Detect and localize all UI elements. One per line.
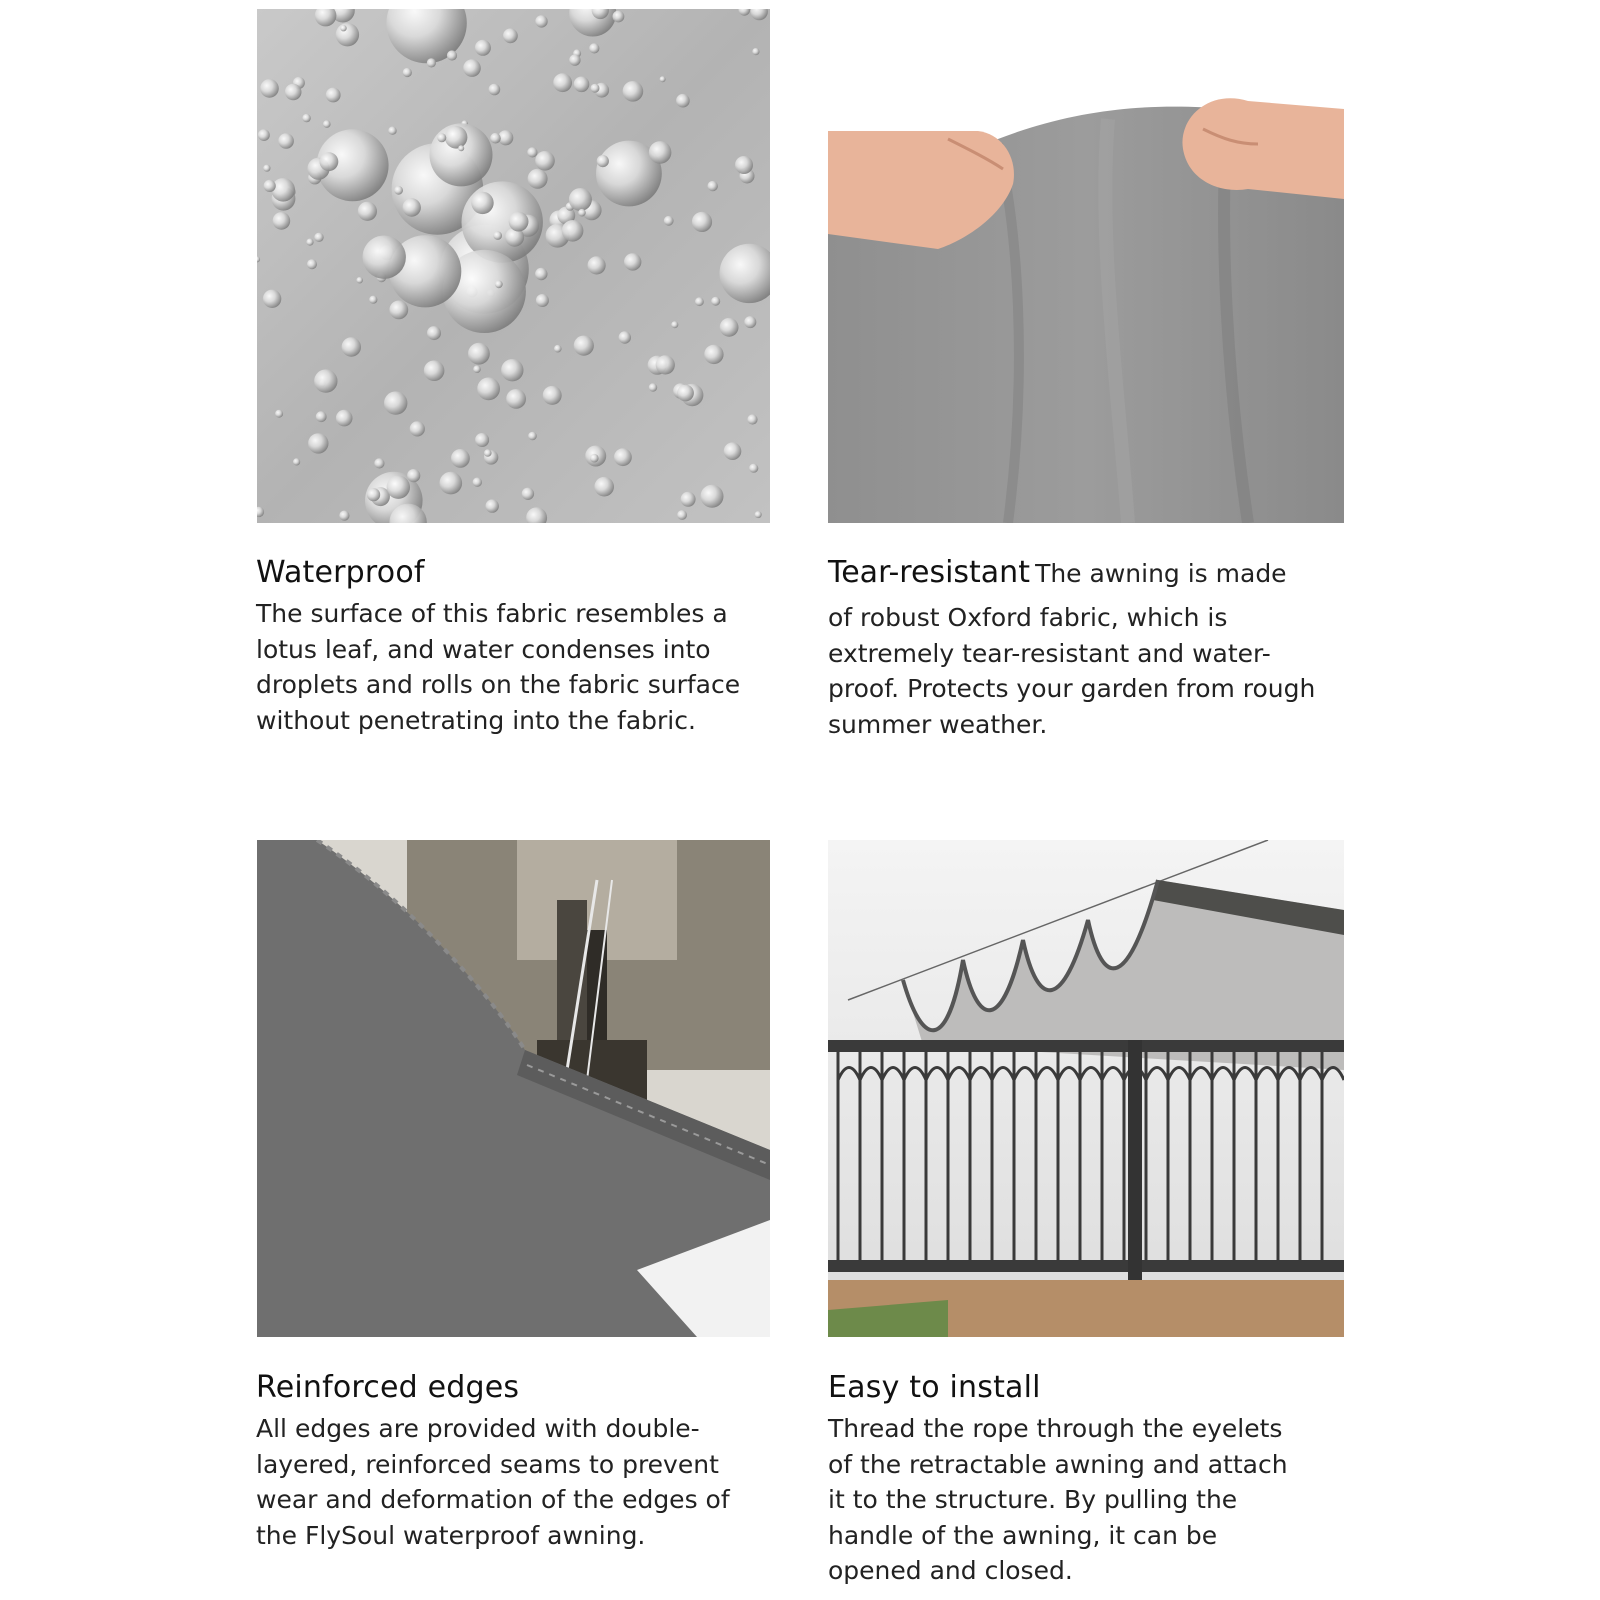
feature-heading: Waterproof: [256, 555, 425, 590]
waterproof-caption: [256, 553, 776, 738]
sewing-machine-icon: [257, 840, 770, 1337]
feature-description: All edges are provided with double-layered, reinforced seams to prevent wear and deformation of the edges of the FlySoul waterproof awning.: [256, 1414, 730, 1550]
easy-install-photo: [828, 840, 1344, 1337]
hands-stretching-fabric-icon: [828, 9, 1344, 523]
feature-description: of robust Oxford fabric, which is extremely tear-resistant and water-proof. Protects your garden from rough summer weather.: [828, 603, 1316, 739]
easy-install-caption: [828, 1368, 1348, 1589]
feature-heading-line: [828, 553, 1348, 597]
waterproof-photo: [257, 9, 770, 523]
feature-description: The surface of this fabric resembles a lotus leaf, and water condenses into droplets and rolls on the fabric surface without penetrating into the fabric.: [256, 599, 741, 735]
feature-description: Thread the rope through the eyelets of the retractable awning and attach it to the structure. By pulling the handle of the awning, it can be opened and closed.: [828, 1414, 1288, 1585]
retractable-awning-icon: [828, 840, 1344, 1337]
feature-description-start: The awning is made: [1035, 559, 1287, 588]
feature-heading: Tear-resistant: [828, 555, 1030, 590]
water-droplets-icon: [257, 9, 770, 523]
tear-resistant-photo: [828, 9, 1344, 523]
feature-heading: Reinforced edges: [256, 1370, 520, 1405]
reinforced-edges-caption: [256, 1368, 776, 1553]
feature-heading: Easy to install: [828, 1370, 1041, 1405]
tear-resistant-caption: [828, 553, 1348, 742]
reinforced-edges-photo: [257, 840, 770, 1337]
